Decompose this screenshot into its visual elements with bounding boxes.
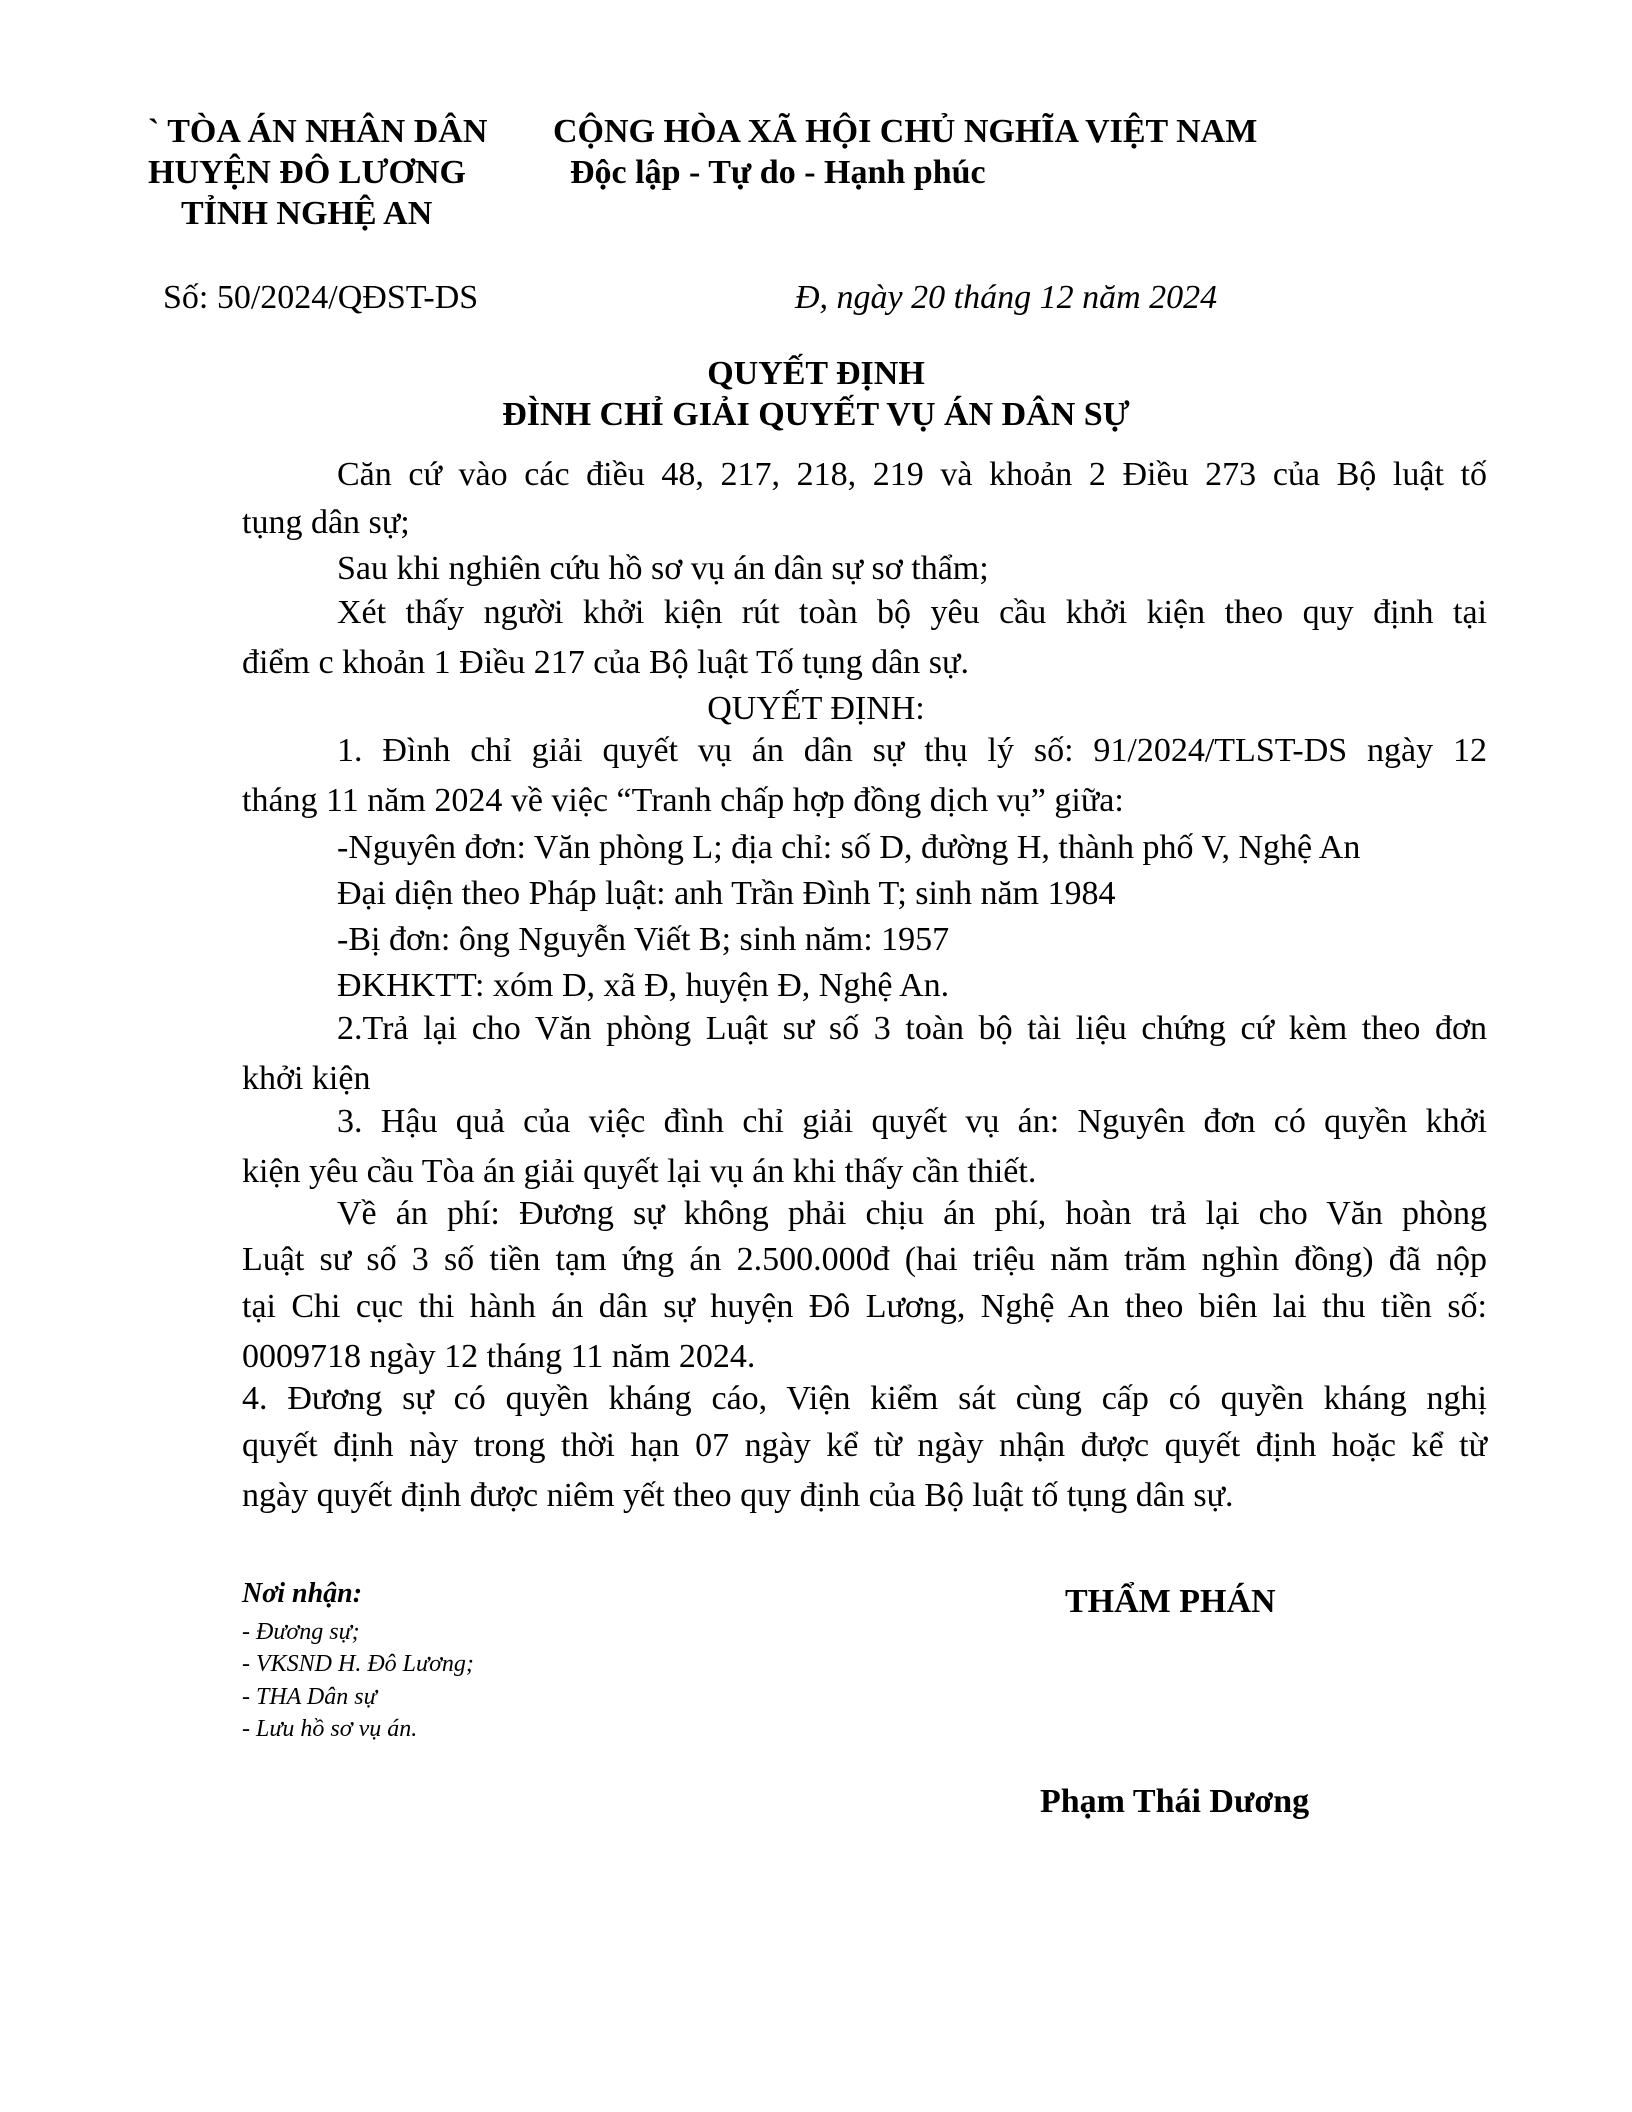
body-line: 3. Hậu quả của việc đình chỉ giải quyết vụ án: Nguyên đơn có quyền khởi	[337, 1103, 1487, 1140]
national-title: CỘNG HÒA XÃ HỘI CHỦ NGHĨA VIỆT NAM	[553, 113, 1258, 150]
body-line: tụng dân sự;	[242, 504, 410, 541]
body-line: Đại diện theo Pháp luật: anh Trần Đình T; sinh năm 1984	[337, 875, 1116, 912]
body-line: Xét thấy người khởi kiện rút toàn bộ yêu cầu khởi kiện theo quy định tại	[337, 594, 1487, 631]
body-line: kiện yêu cầu Tòa án giải quyết lại vụ án khi thấy cần thiết.	[242, 1153, 1037, 1190]
recipient-item: - Lưu hồ sơ vụ án.	[242, 1716, 418, 1742]
recipients-title: Nơi nhận:	[242, 1578, 363, 1609]
body-line: khởi kiện	[242, 1060, 371, 1097]
body-line: 4. Đương sự có quyền kháng cáo, Viện kiểm sát cùng cấp có quyền kháng nghị	[242, 1380, 1487, 1417]
signer-name: Phạm Thái Dương	[1040, 1783, 1310, 1820]
body-line: 0009718 ngày 12 tháng 11 năm 2024.	[242, 1338, 756, 1375]
signer-role: THẨM PHÁN	[1065, 1583, 1276, 1620]
body-line: Căn cứ vào các điều 48, 217, 218, 219 và khoản 2 Điều 273 của Bộ luật tố	[337, 456, 1487, 493]
body-line: điểm c khoản 1 Điều 217 của Bộ luật Tố tụng dân sự.	[242, 644, 969, 681]
document-date: Đ, ngày 20 tháng 12 năm 2024	[795, 279, 1218, 316]
body-line: ngày quyết định được niêm yết theo quy định của Bộ luật tố tụng dân sự.	[242, 1477, 1234, 1514]
body-line: 1. Đình chỉ giải quyết vụ án dân sự thụ lý số: 91/2024/TLST-DS ngày 12	[337, 732, 1487, 769]
body-line: quyết định này trong thời hạn 07 ngày kể từ ngày nhận được quyết định hoặc kể từ	[242, 1427, 1487, 1464]
recipient-item: - THA Dân sự	[242, 1684, 377, 1710]
court-name-line3: TỈNH NGHỆ AN	[181, 195, 433, 232]
recipient-item: - Đương sự;	[242, 1619, 360, 1645]
body-line: 2.Trả lại cho Văn phòng Luật sư số 3 toàn bộ tài liệu chứng cứ kèm theo đơn	[337, 1010, 1487, 1047]
recipient-item: - VKSND H. Đô Lương;	[242, 1651, 474, 1677]
court-name-line2: HUYỆN ĐÔ LƯƠNG	[148, 154, 466, 191]
body-line: tại Chi cục thi hành án dân sự huyện Đô Lương, Nghệ An theo biên lai thu tiền số:	[242, 1288, 1487, 1325]
document-title: QUYẾT ĐỊNH	[707, 355, 925, 392]
body-line: Sau khi nghiên cứu hồ sơ vụ án dân sự sơ thẩm;	[337, 550, 989, 587]
body-line: -Nguyên đơn: Văn phòng L; địa chỉ: số D, đường H, thành phố V, Nghệ An	[337, 829, 1361, 866]
document-subtitle: ĐÌNH CHỈ GIẢI QUYẾT VỤ ÁN DÂN SỰ	[502, 396, 1130, 433]
body-line: ĐKHKTT: xóm D, xã Đ, huyện Đ, Nghệ An.	[337, 967, 950, 1004]
document-number: Số: 50/2024/QĐST-DS	[163, 279, 479, 316]
body-line: Về án phí: Đương sự không phải chịu án phí, hoàn trả lại cho Văn phòng	[337, 1195, 1487, 1232]
body-line: Luật sư số 3 số tiền tạm ứng án 2.500.000đ (hai triệu năm trăm nghìn đồng) đã nộp	[242, 1241, 1487, 1278]
court-name-line1: ` TÒA ÁN NHÂN DÂN	[148, 113, 488, 150]
decision-heading: QUYẾT ĐỊNH:	[707, 690, 925, 727]
body-line: -Bị đơn: ông Nguyễn Viết B; sinh năm: 1957	[337, 921, 950, 958]
body-line: tháng 11 năm 2024 về việc “Tranh chấp hợp đồng dịch vụ” giữa:	[242, 782, 1124, 819]
national-motto: Độc lập - Tự do - Hạnh phúc	[570, 154, 986, 191]
